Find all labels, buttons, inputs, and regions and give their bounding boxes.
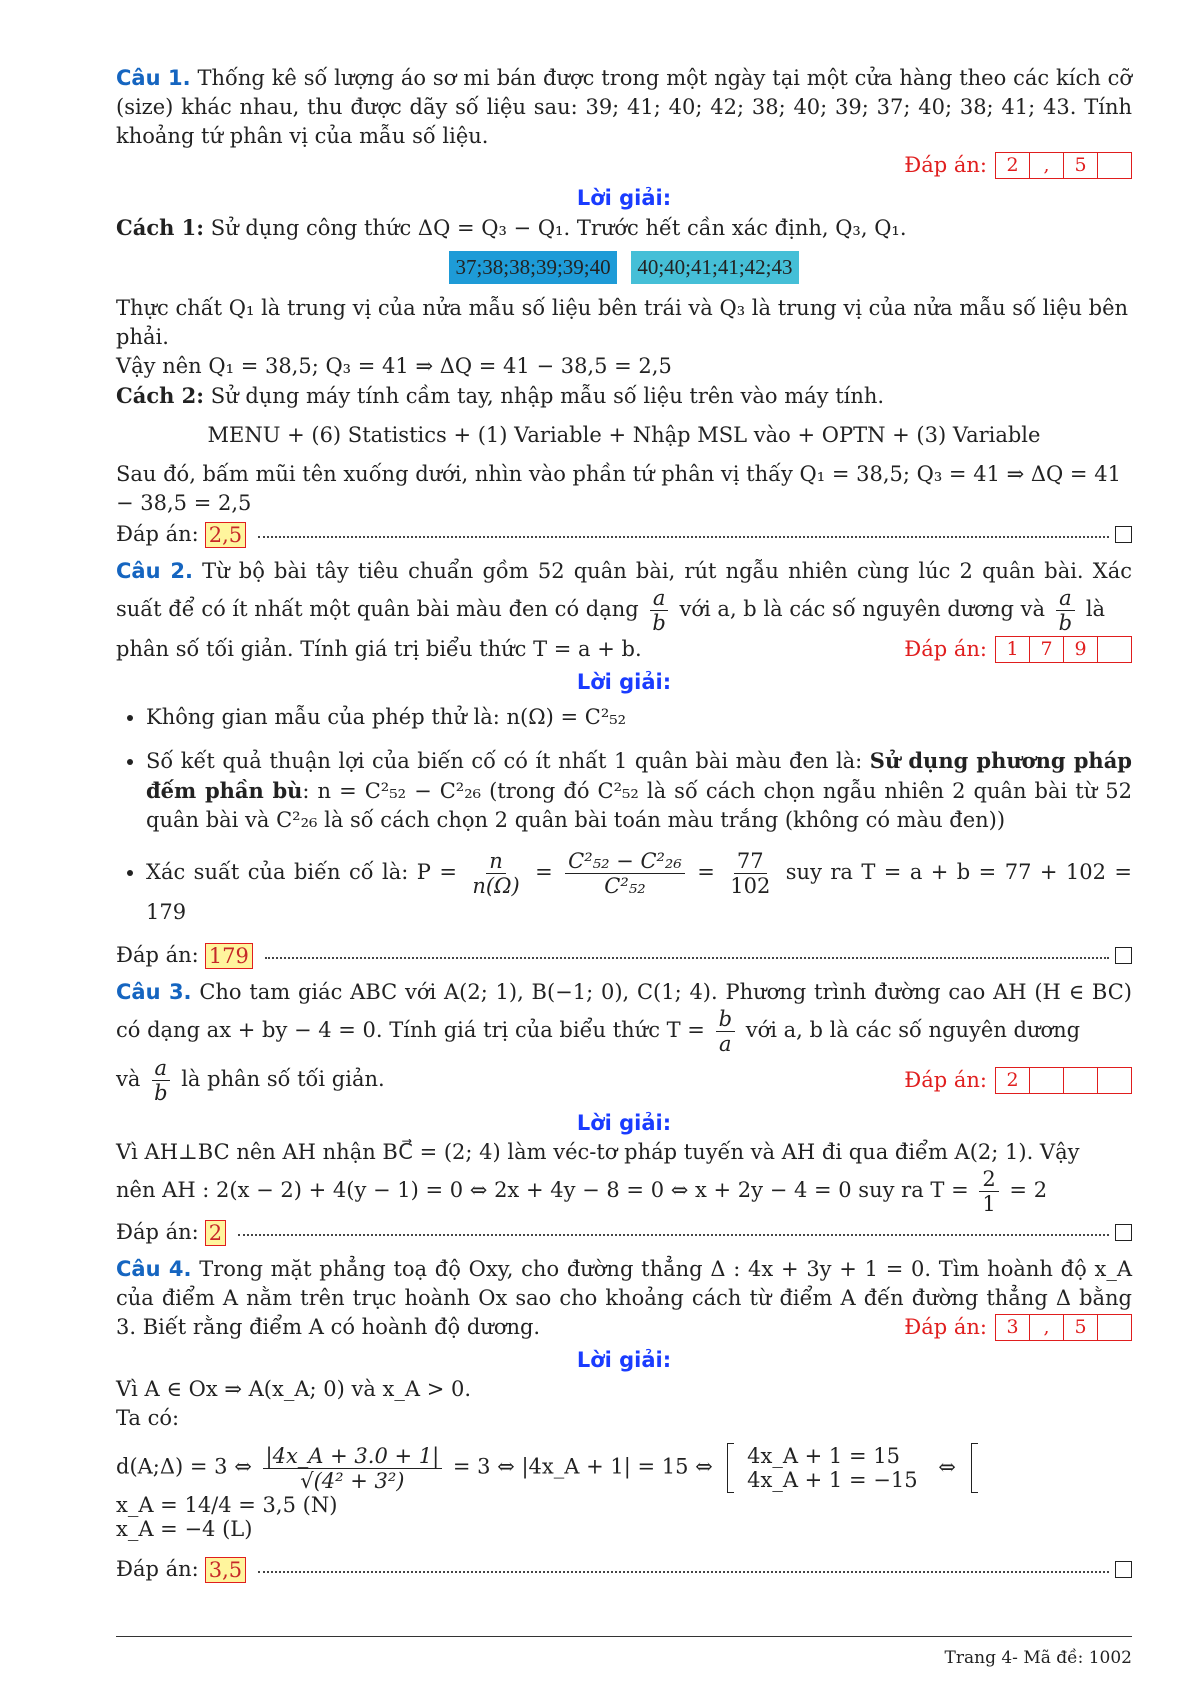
final-value: 179 <box>205 943 253 969</box>
solution-heading-1: Lời giải: <box>576 186 672 210</box>
final-answer-3 <box>116 1218 1132 1247</box>
answer-row-1 <box>116 151 1132 180</box>
final-label: Đáp án: <box>116 1557 199 1581</box>
fraction-a-b <box>1056 586 1075 635</box>
dot-leader <box>258 526 1109 538</box>
answer-grid-2 <box>904 635 1132 664</box>
question-4-heading: Câu 4. <box>116 1257 192 1281</box>
dot-leader <box>238 1224 1109 1236</box>
calculator-keys: MENU + (6) Statistics + (1) Variable + Nhập MSL vào + OPTN + (3) Variable <box>207 423 1041 447</box>
answer-cell <box>1098 637 1131 662</box>
final-value: 2,5 <box>205 522 246 548</box>
answer-grid-1 <box>904 151 1132 180</box>
bullet-text: Số kết quả thuận lợi của biến cố có ít nhất 1 quân bài màu đen là: <box>146 749 863 773</box>
result: Vậy nên Q₁ = 38,5; Q₃ = 41 ⇒ ΔQ = 41 − 38,5 = 2,5 <box>116 354 672 378</box>
page-content <box>116 60 1132 1584</box>
data-split <box>116 251 1132 284</box>
fraction-num: C²₅₂ − C²₂₆ <box>565 849 685 874</box>
fraction-num: |4x_A + 3.0 + 1| <box>263 1444 443 1469</box>
question-2-heading: Câu 2. <box>116 559 193 583</box>
bullet-bold-text: Sử dụng phương pháp đếm phần bù <box>146 748 1132 803</box>
question-3-heading: Câu 3. <box>116 980 192 1004</box>
final-answer-1 <box>116 520 1132 549</box>
qed-square-icon <box>1115 947 1132 964</box>
solution-3-line-1: Vì AH⊥BC nên AH nhận BC⃗ = (2; 4) làm véc-tơ pháp tuyến và AH đi qua điểm A(2; 1). Vậy <box>116 1140 1080 1164</box>
final-answer-4 <box>116 1555 1132 1584</box>
question-2 <box>116 557 1132 635</box>
fraction <box>979 1167 998 1216</box>
final-value: 2 <box>205 1220 226 1246</box>
fraction-den: 102 <box>730 874 771 898</box>
page-footer: Trang 4- Mã đề: 1002 <box>944 1648 1132 1668</box>
fraction-a-b <box>151 1056 170 1105</box>
method-2-label: Cách 2: <box>116 383 205 408</box>
qed-square-icon <box>1115 526 1132 543</box>
equation-line: x_A = −4 (L) <box>116 1517 253 1541</box>
solution-text: nên AH : 2(x − 2) + 4(y − 1) = 0 ⇔ 2x + 4y − 8 = 0 ⇔ x + 2y − 4 = 0 suy ra T = <box>116 1178 969 1202</box>
method-2-text: Sử dụng máy tính cầm tay, nhập mẫu số liệu trên vào máy tính. <box>210 384 885 408</box>
fraction-num: a <box>152 1056 171 1081</box>
question-2-text: Từ bộ bài tây tiêu chuẩn gồm 52 quân bài, rút ngẫu nhiên cùng lúc 2 quân bài. Xác suất để có ít nhất một quân bài màu đen có dạng <box>116 559 1132 621</box>
equation-system <box>747 1444 917 1492</box>
answer-cell <box>1064 1068 1098 1093</box>
equation-line: x_A = 14/4 = 3,5 (N) <box>116 1493 338 1517</box>
answer-cell: 2 <box>996 1068 1030 1093</box>
list-item <box>146 746 1132 835</box>
answer-label: Đáp án: <box>904 1315 987 1339</box>
answer-grid-4 <box>904 1313 1132 1342</box>
qed-square-icon <box>1115 1224 1132 1241</box>
qed-square-icon <box>1115 1561 1132 1578</box>
list-item: • Không gian mẫu của phép thử là: n(Ω) = C²₅₂ <box>146 703 1132 732</box>
answer-row-2 <box>116 635 1132 664</box>
equation-system <box>116 1493 337 1541</box>
dot-leader <box>258 1561 1109 1573</box>
answer-label: Đáp án: <box>904 1068 987 1092</box>
fraction <box>263 1444 443 1493</box>
answer-cell: 5 <box>1064 1315 1098 1340</box>
explanation: Thực chất Q₁ là trung vị của nửa mẫu số liệu bên trái và Q₃ là trung vị của nửa mẫu số liệu bên phải. <box>116 296 1129 349</box>
solution-heading-4: Lời giải: <box>576 1348 672 1372</box>
fraction-num: a <box>1056 586 1075 611</box>
equation-text: d(A;Δ) = 3 ⇔ <box>116 1454 252 1479</box>
equation-line: 4x_A + 1 = 15 <box>747 1444 900 1468</box>
fraction-den: n(Ω) <box>472 874 520 898</box>
answer-label: Đáp án: <box>904 637 987 661</box>
answer-cell: 7 <box>1030 637 1064 662</box>
answer-cell <box>1098 1068 1131 1093</box>
answer-cell: , <box>1030 153 1064 178</box>
question-4-text: Trong mặt phẳng toạ độ Oxy, cho đường thẳng Δ : 4x + 3y + 1 = 0. Tìm hoành độ x_A của điểm A nằm trên trục hoành Ox sao cho khoảng cách từ điểm A đến đường thẳng Δ bằng 3. Biết rằng điểm A có hoành độ dương. <box>116 1257 1132 1339</box>
answer-label: Đáp án: <box>904 153 987 177</box>
fraction-den: b <box>652 611 666 635</box>
solution-list-2 <box>116 703 1132 927</box>
question-2-text: là <box>1085 597 1106 621</box>
question-1-heading: Câu 1. <box>116 66 191 90</box>
method-1 <box>116 213 1132 243</box>
fraction-num: b <box>716 1007 735 1032</box>
final-label: Đáp án: <box>116 943 199 967</box>
question-2-text: phân số tối giản. Tính giá trị biểu thức T = a + b. <box>116 637 642 661</box>
answer-cell: 5 <box>1064 153 1098 178</box>
method-2 <box>116 381 1132 411</box>
list-item: • Xác suất của biến cố là: P = $\frac{n}{n(\Omega)}$ = $\frac{\text{C²₅₂ − C²₂₆}}{\text{C²₅₂}}$ = $\frac{77}{102}$ suy ra T = a + b = 77 + 102 = 179 <box>146 849 1132 927</box>
question-3-text: là phân số tối giản. <box>181 1067 385 1091</box>
answer-cell <box>1098 153 1131 178</box>
fraction-num: n <box>486 849 506 874</box>
question-3-text: và <box>116 1067 141 1091</box>
question-1-text: Thống kê số lượng áo sơ mi bán được trong một ngày tại một cửa hàng theo các kích cỡ (size) khác nhau, thu được dãy số liệu sau: 39; 41; 40; 42; 38; 40; 39; 37; 40; 38; 41; 43. Tính khoảng tứ phân vị của mẫu số liệu. <box>116 66 1132 148</box>
answer-row-3 <box>116 1056 1132 1105</box>
equation-text: = 3 ⇔ |4x_A + 1| = 15 ⇔ <box>452 1454 713 1479</box>
answer-cell: , <box>1030 1315 1064 1340</box>
fraction-num: 77 <box>734 849 767 874</box>
answer-cell: 2 <box>996 153 1030 178</box>
answer-cell <box>1030 1068 1064 1093</box>
right-half-data: 40;40;41;41;42;43 <box>631 251 798 284</box>
final-label: Đáp án: <box>116 522 199 546</box>
fraction-den: 1 <box>982 1192 996 1216</box>
solution-heading-3: Lời giải: <box>576 1111 672 1135</box>
method-1-text: Sử dụng công thức ΔQ = Q₃ − Q₁. Trước hết cần xác định, Q₃, Q₁. <box>210 216 907 240</box>
bullet-text: Xác suất của biến cố là: P = <box>146 860 457 884</box>
footer-divider <box>116 1636 1132 1637</box>
fraction-den: b <box>154 1081 168 1105</box>
question-3-text: Cho tam giác ABC với A(2; 1), B(−1; 0), C(1; 4). Phương trình đường cao AH (H ∈ BC) có dạng ax + by − 4 = 0. Tính giá trị của biểu thức T = <box>116 980 1132 1042</box>
fraction <box>469 849 522 898</box>
fraction-num: a <box>650 586 669 611</box>
answer-cell <box>1098 1315 1131 1340</box>
question-2-text: với a, b là các số nguyên dương và <box>679 597 1045 621</box>
final-value: 3,5 <box>205 1557 246 1583</box>
left-half-data: 37;38;38;39;39;40 <box>449 251 616 284</box>
bracket-icon <box>727 1443 734 1493</box>
fraction-num: 2 <box>979 1167 998 1192</box>
final-label: Đáp án: <box>116 1220 199 1244</box>
question-3-text: với a, b là các số nguyên dương <box>745 1018 1081 1042</box>
fraction-a-b <box>649 586 668 635</box>
fraction-den: b <box>1058 611 1073 635</box>
fraction <box>565 849 685 898</box>
question-3 <box>116 978 1132 1056</box>
solution-3-line-2 <box>116 1167 1132 1216</box>
fraction-den: a <box>719 1032 732 1056</box>
final-answer-2 <box>116 941 1132 970</box>
fraction-b-a <box>716 1007 735 1056</box>
fraction <box>727 849 773 898</box>
answer-cell: 1 <box>996 637 1030 662</box>
solution-heading-2: Lời giải: <box>576 670 672 694</box>
solution-text: = 2 <box>1009 1178 1048 1202</box>
bullet-text: : n = C²₅₂ − C²₂₆ (trong đó C²₅₂ là số cách chọn ngẫu nhiên 2 quân bài từ 52 quân bài và C²₂₆ là số cách chọn 2 quân bài toán màu trắng (không có màu đen)) <box>146 779 1132 832</box>
fraction-den: √(4² + 3²) <box>300 1468 405 1493</box>
equation-line: 4x_A + 1 = −15 <box>747 1468 918 1492</box>
solution-4-line-2: Ta có: <box>116 1406 180 1430</box>
solution-4-line-1: Vì A ∈ Ox ⇒ A(x_A; 0) và x_A > 0. <box>116 1377 472 1401</box>
bracket-icon <box>971 1443 978 1493</box>
bullet-text: suy ra T = a + b = 77 + 102 = 179 <box>146 860 1132 924</box>
method-1-label: Cách 1: <box>116 215 205 240</box>
answer-cell: 3 <box>996 1315 1030 1340</box>
answer-grid-3 <box>904 1066 1132 1095</box>
calculator-result: Sau đó, bấm mũi tên xuống dưới, nhìn vào phần tứ phân vị thấy Q₁ = 38,5; Q₃ = 41 ⇒ ΔQ = 41 − 38,5 = 2,5 <box>116 462 1121 515</box>
dot-leader <box>265 947 1109 959</box>
fraction-den: C²₅₂ <box>604 874 646 898</box>
answer-cell: 9 <box>1064 637 1098 662</box>
question-1 <box>116 64 1132 151</box>
distance-equation: d(A;Δ) = 3 ⇔ $\frac{|4x\_A + 3.0 + 1|}{\text{√(4² + 3²)}}$ = 3 ⇔ |4x_A + 1| = 15 ⇔ 4x_A + 1 = 15 4x_A + 1 = −15 ⇔ x_A = 14/4 = 3,5 (N) x_A = −4 (L) <box>116 1443 1132 1541</box>
